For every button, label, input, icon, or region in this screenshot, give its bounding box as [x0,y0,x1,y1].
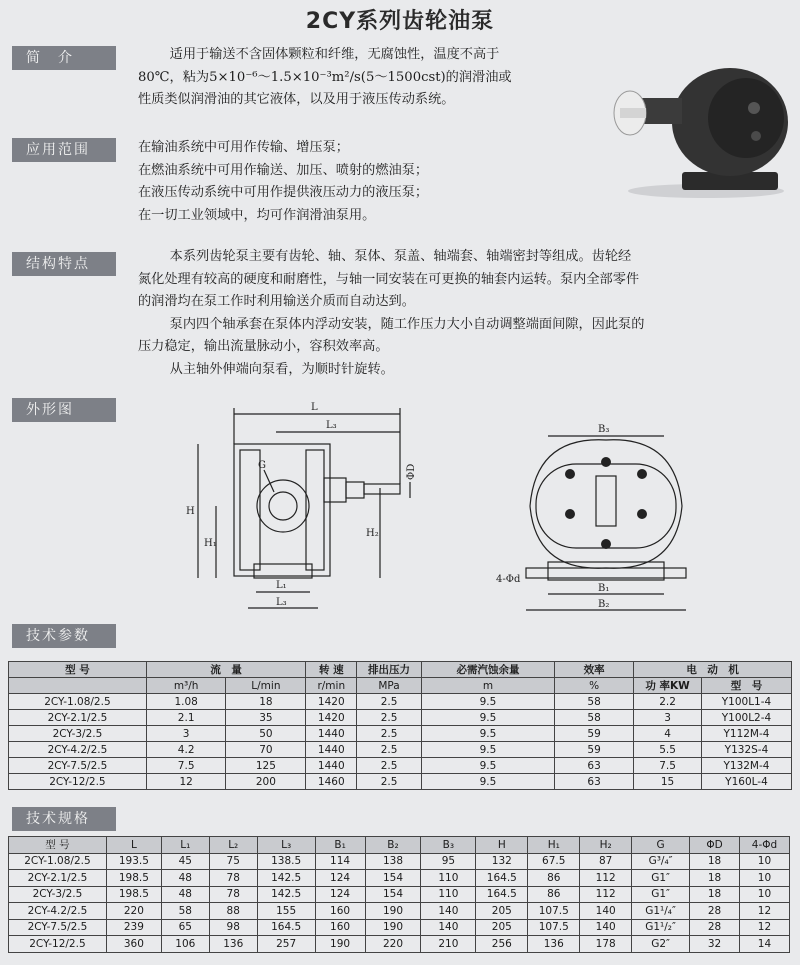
table-cell: 59 [554,726,633,742]
table-cell: 110 [421,886,476,903]
table-cell: 2CY-3/2.5 [9,886,107,903]
table-cell: Y132S-4 [701,742,791,758]
params-table-body [9,694,792,790]
table-cell: 4.2 [146,742,226,758]
table-cell: 2CY-7.5/2.5 [9,919,107,936]
table-cell: 256 [476,936,528,953]
table-cell: 1440 [306,758,357,774]
usage-line: 在输油系统中可用作传输、增压泵； [138,140,349,155]
table-cell: 2CY-3/2.5 [9,726,147,742]
table-header-cell: H [476,837,528,854]
outline-drawing [176,396,736,620]
table-cell: 63 [554,758,633,774]
table-cell: 154 [365,870,421,887]
dim-L3-bottom: L₃ [276,597,287,608]
table-cell: 9.5 [421,726,554,742]
intro-line: 性质类似润滑油的其它液体，以及用于液压传动系统。 [138,92,455,107]
table-cell: 2CY-1.08/2.5 [9,694,147,710]
th-speed: 转 速 [306,662,357,678]
table-cell: 87 [580,853,632,870]
table-header-cell: H₂ [580,837,632,854]
th-flow: 流 量 [146,662,306,678]
table-header-cell: 4-Φd [739,837,789,854]
intro-line: 适用于输送不含固体颗粒和纤维，无腐蚀性，温度不高于 [169,47,500,62]
table-cell: Y132M-4 [701,758,791,774]
table-cell: 140 [421,903,476,920]
table-row [9,710,792,726]
th-motor-power: 功 率KW [634,678,702,694]
table-cell: 48 [161,870,209,887]
table-cell: 12 [146,774,226,790]
table-cell: 155 [257,903,315,920]
table-cell: 200 [226,774,306,790]
th-model: 型 号 [9,662,147,678]
table-cell: 140 [421,919,476,936]
table-cell: 7.5 [146,758,226,774]
table-cell: 198.5 [106,870,161,887]
table-header-cell: L₂ [209,837,257,854]
table-cell: 124 [315,886,365,903]
table-cell: Y100L2-4 [701,710,791,726]
table-cell: 9.5 [421,774,554,790]
pump-photo [596,56,792,198]
table-cell: 2CY-1.08/2.5 [9,853,107,870]
table-cell: 1440 [306,742,357,758]
section-label-appearance: 外形图 [12,398,116,422]
table-cell: 65 [161,919,209,936]
table-cell: 2.5 [357,742,422,758]
table-cell: 198.5 [106,886,161,903]
dim-holes: 4-Φd [496,574,521,585]
th-efficiency: 效率 [554,662,633,678]
structure-line: 从主轴外伸端向泵看，为顺时针旋转。 [169,361,394,377]
table-cell: 18 [690,870,740,887]
table-cell: 78 [209,870,257,887]
th-motor: 电 动 机 [634,662,792,678]
specs-table [8,836,790,953]
table-cell: 154 [365,886,421,903]
table-cell: G2″ [632,936,690,953]
table-cell: 125 [226,758,306,774]
table-cell: 14 [739,936,789,953]
table-row [9,919,790,936]
table-cell: 190 [365,919,421,936]
table-cell: 2.5 [357,774,422,790]
table-header-cell: L₁ [161,837,209,854]
th-pressure: 排出压力 [357,662,422,678]
table-cell: Y100L1-4 [701,694,791,710]
table-header-cell: L [106,837,161,854]
table-cell: Y160L-4 [701,774,791,790]
table-cell: 2.5 [357,758,422,774]
table-cell: 107.5 [528,919,580,936]
th-motor-model: 型 号 [701,678,791,694]
table-cell: 1420 [306,694,357,710]
table-cell: 360 [106,936,161,953]
dim-B1: B₁ [598,583,610,594]
table-cell: 3 [146,726,226,742]
table-cell: 9.5 [421,710,554,726]
table-cell: 1460 [306,774,357,790]
side-view [186,402,417,608]
table-cell: 2CY-4.2/2.5 [9,742,147,758]
structure-paragraph [138,246,778,381]
dim-H1: H₁ [204,538,217,549]
table-cell: 112 [580,886,632,903]
table-header-cell: H₁ [528,837,580,854]
table-cell: 12 [739,903,789,920]
structure-line: 本系列齿轮泵主要有齿轮、轴、泵体、泵盖、轴端套、轴端密封等组成。齿轮经 [169,249,632,264]
table-cell: 132 [476,853,528,870]
table-cell: 58 [554,710,633,726]
th-npsh-unit: m [421,678,554,694]
table-cell: 136 [528,936,580,953]
table-cell: G1″ [632,870,690,887]
table-row [9,936,790,953]
table-cell: 75 [209,853,257,870]
table-cell: 48 [161,886,209,903]
table-cell: 10 [739,853,789,870]
section-label-structure: 结构特点 [12,252,116,276]
table-header-cell: B₃ [421,837,476,854]
dim-L1: L₁ [276,580,287,591]
table-cell: 138.5 [257,853,315,870]
table-row [9,870,790,887]
table-cell: 59 [554,742,633,758]
usage-line: 在一切工业领域中，均可作润滑油泵用。 [138,207,376,223]
table-cell: 2CY-12/2.5 [9,936,107,953]
table-cell: 9.5 [421,742,554,758]
dim-G: G [258,460,266,471]
table-cell: 12 [739,919,789,936]
table-cell: Y112M-4 [701,726,791,742]
table-cell: 18 [690,853,740,870]
table-cell: 32 [690,936,740,953]
table-cell: 10 [739,870,789,887]
table-cell: 193.5 [106,853,161,870]
table-cell: 114 [315,853,365,870]
table-cell: 2.5 [357,710,422,726]
structure-line: 压力稳定，输出流量脉动小，容积效率高。 [138,339,389,354]
structure-line: 的润滑均在泵工作时利用输送介质而自动达到。 [138,294,415,309]
params-table [8,661,792,790]
table-header-cell: B₂ [365,837,421,854]
table-row [9,694,792,710]
table-cell: 178 [580,936,632,953]
table-cell: 2CY-2.1/2.5 [9,710,147,726]
table-cell: 257 [257,936,315,953]
table-row [9,903,790,920]
intro-line: 80℃，粘为5×10⁻⁶～1.5×10⁻³m²/s(5～1500cst)的润滑油或 [138,69,512,85]
table-cell: 160 [315,919,365,936]
table-row [9,726,792,742]
dim-L3: L₃ [326,420,337,431]
table-header-cell: G [632,837,690,854]
table-cell: 1420 [306,710,357,726]
table-cell: G1¹/₂″ [632,919,690,936]
table-cell: 210 [421,936,476,953]
specs-table-body [9,853,790,952]
table-cell: 28 [690,919,740,936]
table-cell: 124 [315,870,365,887]
dim-phiD: ΦD [406,463,417,480]
table-cell: 160 [315,903,365,920]
table-cell: 63 [554,774,633,790]
table-cell: 2.5 [357,694,422,710]
table-cell: 2.5 [357,726,422,742]
table-cell: 10 [739,886,789,903]
table-cell: 2CY-2.1/2.5 [9,870,107,887]
table-header-cell: ΦD [690,837,740,854]
table-cell: 205 [476,903,528,920]
table-cell: 164.5 [257,919,315,936]
table-cell: 28 [690,903,740,920]
table-row [9,758,792,774]
usage-paragraph [138,137,558,227]
structure-line: 氮化处理有较高的硬度和耐磨性，与轴一同安装在可更换的轴套内运转。泵内全部零件 [138,271,640,287]
table-cell: 190 [365,903,421,920]
table-cell: 239 [106,919,161,936]
dim-H2: H₂ [366,528,379,539]
table-row [9,853,790,870]
dim-B2: B₂ [598,599,610,610]
table-cell: 95 [421,853,476,870]
table-cell: 4 [634,726,702,742]
page-title: 2CY系列齿轮油泵 [305,9,495,34]
section-label-tech-params: 技术参数 [12,624,116,648]
section-label-usage: 应用范围 [12,138,116,162]
table-cell: 190 [315,936,365,953]
table-header-cell: 型 号 [9,837,107,854]
table-cell: 86 [528,886,580,903]
usage-line: 在燃油系统中可用作输送、加压、喷射的燃油泵； [138,162,429,178]
table-cell: 110 [421,870,476,887]
table-cell: 50 [226,726,306,742]
th-efficiency-unit: % [554,678,633,694]
specs-table-header [9,837,790,854]
table-cell: 2CY-12/2.5 [9,774,147,790]
th-pressure-unit: MPa [357,678,422,694]
th-speed-unit: r/min [306,678,357,694]
table-cell: 70 [226,742,306,758]
table-cell: 112 [580,870,632,887]
table-cell: 107.5 [528,903,580,920]
dim-H: H [186,506,195,517]
section-label-tech-specs: 技术规格 [12,807,116,831]
table-cell: 220 [365,936,421,953]
table-cell: G1″ [632,886,690,903]
table-cell: 35 [226,710,306,726]
th-model-sub [9,678,147,694]
table-cell: 142.5 [257,886,315,903]
th-flow-lmin: L/min [226,678,306,694]
table-row [9,774,792,790]
table-cell: 3 [634,710,702,726]
th-npsh: 必需汽蚀余量 [421,662,554,678]
table-cell: 1.08 [146,694,226,710]
table-cell: 140 [580,903,632,920]
table-header-cell: B₁ [315,837,365,854]
table-cell: G³/₄″ [632,853,690,870]
table-cell: 9.5 [421,758,554,774]
table-cell: 9.5 [421,694,554,710]
table-cell: 18 [226,694,306,710]
table-cell: 136 [209,936,257,953]
table-cell: 220 [106,903,161,920]
table-cell: 140 [580,919,632,936]
table-cell: 98 [209,919,257,936]
table-cell: 5.5 [634,742,702,758]
table-cell: 78 [209,886,257,903]
dim-L: L [311,402,318,413]
front-view [496,424,686,610]
table-cell: 7.5 [634,758,702,774]
structure-line: 泵内四个轴承套在泵体内浮动安装，随工作压力大小自动调整端面间隙，因此泵的 [169,316,645,332]
table-cell: 164.5 [476,870,528,887]
table-cell: 58 [554,694,633,710]
table-cell: 58 [161,903,209,920]
table-cell: 2CY-4.2/2.5 [9,903,107,920]
table-cell: 1440 [306,726,357,742]
table-cell: 45 [161,853,209,870]
table-cell: 86 [528,870,580,887]
table-cell: 142.5 [257,870,315,887]
table-header-cell: L₃ [257,837,315,854]
usage-line: 在液压传动系统中可用作提供液压动力的液压泵； [138,185,429,200]
table-cell: 205 [476,919,528,936]
intro-paragraph [138,44,588,112]
table-cell: 88 [209,903,257,920]
table-cell: 106 [161,936,209,953]
table-cell: G1¹/₄″ [632,903,690,920]
table-row [9,886,790,903]
table-cell: 164.5 [476,886,528,903]
table-cell: 2.1 [146,710,226,726]
table-cell: 18 [690,886,740,903]
section-label-intro: 简 介 [12,46,116,70]
table-cell: 2CY-7.5/2.5 [9,758,147,774]
table-cell: 138 [365,853,421,870]
th-flow-m3h: m³/h [146,678,226,694]
table-cell: 2.2 [634,694,702,710]
table-row [9,742,792,758]
dim-B3: B₃ [598,424,610,435]
table-cell: 67.5 [528,853,580,870]
table-cell: 15 [634,774,702,790]
